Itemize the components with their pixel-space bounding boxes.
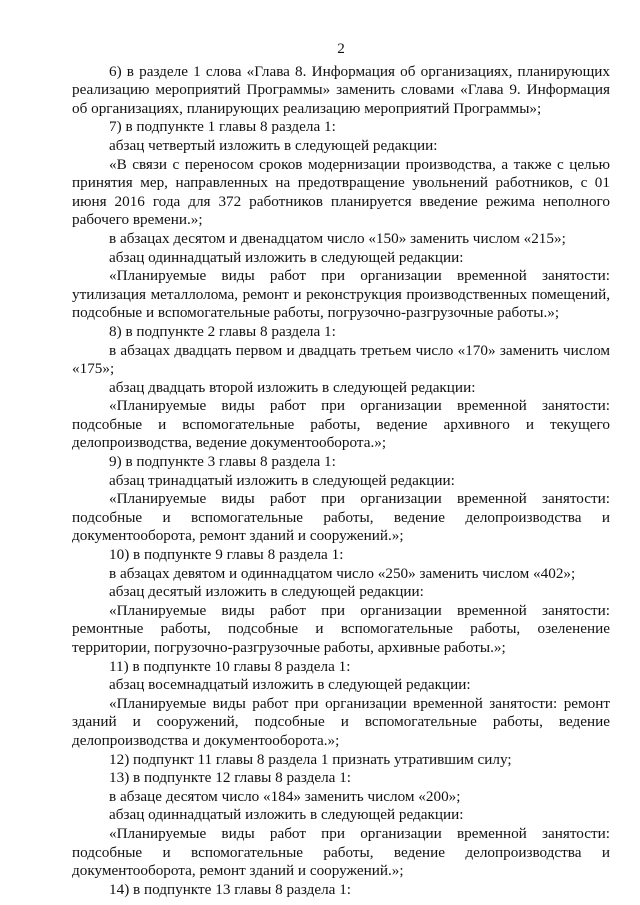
paragraph: в абзацах десятом и двенадцатом число «150» заменить числом «215»; [109, 229, 566, 247]
paragraph: в абзацах девятом и одиннадцатом число «250» заменить числом «402»; [109, 564, 576, 582]
page-number: 2 [337, 40, 345, 57]
paragraph: 7) в подпункте 1 главы 8 раздела 1: [109, 118, 336, 136]
paragraph: абзац одиннадцатый изложить в следующей редакции: [109, 248, 464, 266]
paragraph: 10) в подпункте 9 главы 8 раздела 1: [109, 546, 344, 564]
paragraph: «Планируемые виды работ при организации временной занятости: подсобные и вспомогательные работы, ведение делопроизводства и документооборота, ремонт зданий и сооружений.»; [72, 490, 610, 545]
paragraph: абзац десятый изложить в следующей редакции: [109, 583, 424, 601]
paragraph: 14) в подпункте 13 главы 8 раздела 1: [109, 880, 352, 898]
paragraph: «Планируемые виды работ при организации временной занятости: утилизация металлолома, ремонт и реконструкция производственных помещений, подсобные и вспомогательные работы, погрузочно-разгрузочные работы.»; [72, 267, 610, 322]
paragraph: 11) в подпункте 10 главы 8 раздела 1: [109, 657, 351, 675]
paragraph: абзац четвертый изложить в следующей редакции: [109, 136, 438, 154]
paragraph: «Планируемые виды работ при организации временной занятости: ремонтные работы, подсобные и вспомогательные работы, озеленение территории, погрузочно-разгрузочные работы, архивные работы.»; [72, 601, 610, 656]
paragraph: абзац восемнадцатый изложить в следующей редакции: [109, 676, 471, 694]
paragraph: в абзацах двадцать первом и двадцать третьем число «170» заменить числом «175»; [72, 341, 610, 378]
paragraph: «В связи с переносом сроков модернизации производства, а также с целью принятия мер, направленных на предотвращение увольнений работников, с 01 июня 2016 года для 372 работников планируется введение режима неполного рабочего времени.»; [72, 155, 610, 229]
paragraph: 12) подпункт 11 главы 8 раздела 1 признать утратившим силу; [109, 750, 512, 768]
paragraph: «Планируемые виды работ при организации временной занятости: ремонт зданий и сооружений, подсобные и вспомогательные работы, ведение делопроизводства и документооборота.»; [72, 694, 610, 749]
paragraph: 13) в подпункте 12 главы 8 раздела 1: [109, 769, 352, 787]
paragraph: абзац одиннадцатый изложить в следующей редакции: [109, 806, 464, 824]
paragraph: «Планируемые виды работ при организации временной занятости: подсобные и вспомогательные работы, ведение делопроизводства и документооборота, ремонт зданий и сооружений.»; [72, 824, 610, 880]
paragraph: 6) в разделе 1 слова «Глава 8. Информация об организациях, планирующих реализацию мероприятий Программы» заменить словами «Глава 9. Информация об организациях, планирующих реализацию мероприятий Программы»; [72, 62, 610, 117]
paragraph: абзац тринадцатый изложить в следующей редакции: [109, 471, 455, 489]
paragraph: 9) в подпункте 3 главы 8 раздела 1: [109, 453, 336, 471]
paragraph: абзац двадцать второй изложить в следующей редакции: [109, 378, 476, 396]
paragraph: «Планируемые виды работ при организации временной занятости: подсобные и вспомогательные работы, ведение архивного и текущего делопроизводства, ведение документооборота.»; [72, 397, 610, 452]
paragraph: 8) в подпункте 2 главы 8 раздела 1: [109, 322, 336, 340]
paragraph: в абзаце десятом число «184» заменить числом «200»; [109, 787, 461, 805]
